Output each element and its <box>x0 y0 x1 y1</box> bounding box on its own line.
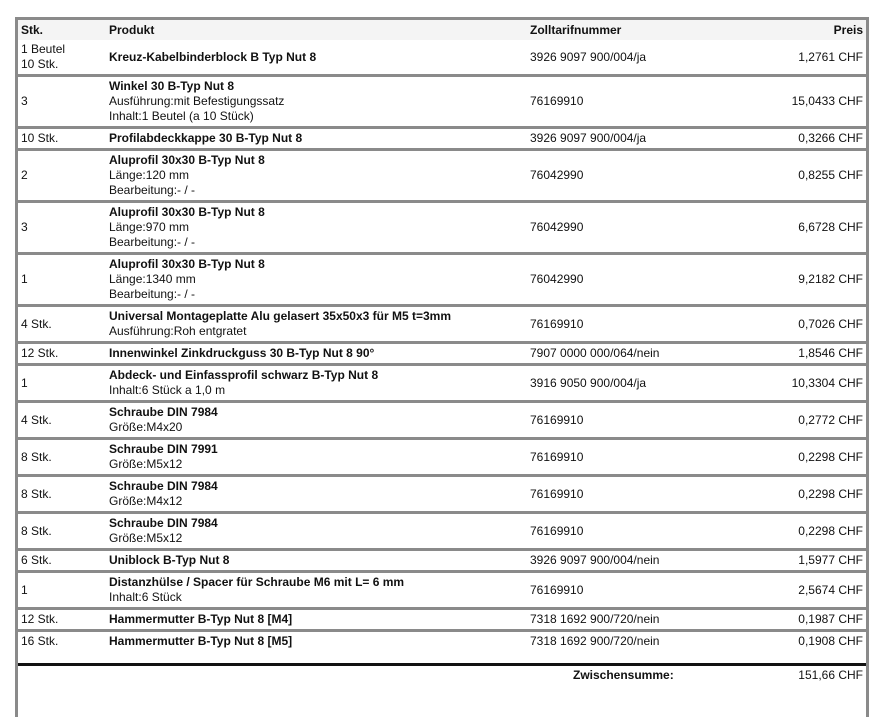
qty-text: 1 <box>21 272 28 286</box>
qty-text: 12 Stk. <box>21 612 59 626</box>
cell-price: 0,2298 CHF <box>798 486 863 501</box>
cell-product <box>106 609 527 631</box>
product-name: Distanzhülse / Spacer für Schraube M6 mit L= 6 mm <box>109 575 405 589</box>
product-name: Schraube DIN 7984 <box>109 479 218 493</box>
product-name: Schraube DIN 7984 <box>109 405 218 419</box>
product-name: Aluprofil 30x30 B-Typ Nut 8 <box>109 153 265 167</box>
cell-tariff: 76169910 <box>530 449 584 464</box>
table-row <box>18 550 866 572</box>
cell-tariff: 76169910 <box>530 486 584 501</box>
table-header-row <box>18 20 866 40</box>
cell-price: 0,2298 CHF <box>798 449 863 464</box>
cell-tariff: 76169910 <box>530 523 584 538</box>
table-row <box>18 631 866 652</box>
qty-text: 10 Stk. <box>21 131 59 145</box>
product-detail: Größe:M5x12 <box>109 457 183 471</box>
product-detail: Bearbeitung:- / - <box>109 183 196 197</box>
cell-qty <box>18 513 106 550</box>
qty-text: 1 <box>21 375 28 390</box>
product-detail: Länge:120 mm <box>109 168 190 182</box>
cell-tariff: 7907 0000 000/064/nein <box>530 346 660 360</box>
product-name: Profilabdeckkappe 30 B-Typ Nut 8 <box>109 131 303 145</box>
cell-price: 15,0433 CHF <box>791 94 863 108</box>
subtotal-label: Zwischensumme: <box>573 668 674 682</box>
subtotal-value: 151,66 CHF <box>798 668 863 682</box>
cell-qty <box>18 476 106 513</box>
cell-price: 1,5977 CHF <box>798 553 863 567</box>
qty-text: 2 <box>21 168 28 182</box>
table-row <box>18 513 866 550</box>
qty-text: 4 Stk. <box>21 316 52 331</box>
cell-product <box>106 306 527 343</box>
cell-product <box>106 343 527 365</box>
table-row <box>18 365 866 402</box>
qty-text: 4 Stk. <box>21 412 52 427</box>
cell-price: 9,2182 CHF <box>798 272 863 286</box>
header-qty: Stk. <box>18 20 106 40</box>
cell-price: 0,7026 CHF <box>798 316 863 331</box>
product-detail: Inhalt:6 Stück a 1,0 m <box>109 383 226 397</box>
cell-tariff: 76169910 <box>530 412 584 427</box>
header-price: Preis <box>727 20 866 40</box>
product-name: Aluprofil 30x30 B-Typ Nut 8 <box>109 205 265 219</box>
table-row <box>18 476 866 513</box>
product-detail: Länge:1340 mm <box>109 272 196 286</box>
cell-qty <box>18 76 106 128</box>
table-row <box>18 572 866 609</box>
cell-tariff: 3916 9050 900/004/ja <box>530 375 647 390</box>
cell-product <box>106 476 527 513</box>
header-product: Produkt <box>106 20 527 40</box>
qty-text: 8 Stk. <box>21 449 52 464</box>
product-detail: Ausführung:Roh entgratet <box>109 324 247 338</box>
cell-product <box>106 254 527 306</box>
cell-product <box>106 40 527 76</box>
cell-qty <box>18 631 106 652</box>
cell-qty <box>18 202 106 254</box>
table-row <box>18 76 866 128</box>
cell-tariff: 3926 9097 900/004/nein <box>530 553 660 567</box>
product-detail: Größe:M4x12 <box>109 494 183 508</box>
cell-product <box>106 439 527 476</box>
cell-price: 10,3304 CHF <box>791 375 863 390</box>
cell-price: 0,2772 CHF <box>798 412 863 427</box>
subtotal-row <box>18 666 866 688</box>
cell-tariff: 76042990 <box>530 220 584 234</box>
cell-product <box>106 550 527 572</box>
table-row <box>18 40 866 76</box>
product-name: Winkel 30 B-Typ Nut 8 <box>109 79 235 93</box>
cell-product <box>106 513 527 550</box>
cell-product <box>106 202 527 254</box>
cell-qty <box>18 402 106 439</box>
qty-text: 3 <box>21 94 28 108</box>
table-row <box>18 254 866 306</box>
cell-product <box>106 150 527 202</box>
qty-text: 16 Stk. <box>21 634 59 648</box>
table-row <box>18 202 866 254</box>
cell-tariff: 76169910 <box>530 94 584 108</box>
cell-price: 0,1987 CHF <box>798 612 863 626</box>
product-detail: Inhalt:1 Beutel (a 10 Stück) <box>109 109 254 123</box>
invoice-sheet <box>15 17 869 717</box>
cell-price: 6,6728 CHF <box>798 220 863 234</box>
cell-qty <box>18 572 106 609</box>
cell-qty <box>18 439 106 476</box>
table-row <box>18 609 866 631</box>
header-tariff: Zolltarifnummer <box>527 20 727 40</box>
cell-price: 0,3266 CHF <box>798 131 863 145</box>
cell-qty <box>18 254 106 306</box>
table-row <box>18 306 866 343</box>
cell-qty <box>18 128 106 150</box>
cell-qty <box>18 150 106 202</box>
cell-price: 1,2761 CHF <box>798 49 863 64</box>
cell-price: 0,1908 CHF <box>798 634 863 648</box>
cell-product <box>106 76 527 128</box>
product-name: Universal Montageplatte Alu gelasert 35x50x3 für M5 t=3mm <box>109 309 452 323</box>
table-row <box>18 150 866 202</box>
product-name: Kreuz-Kabelbinderblock B Typ Nut 8 <box>109 49 317 64</box>
cell-qty <box>18 40 106 76</box>
product-detail: Inhalt:6 Stück <box>109 590 182 604</box>
product-detail: Größe:M5x12 <box>109 531 183 545</box>
cell-qty <box>18 609 106 631</box>
table-row <box>18 343 866 365</box>
product-detail: Länge:970 mm <box>109 220 190 234</box>
cell-price: 2,5674 CHF <box>798 582 863 597</box>
qty-text: 8 Stk. <box>21 486 52 501</box>
cell-price: 1,8546 CHF <box>798 346 863 360</box>
qty-text: 10 Stk. <box>21 57 59 71</box>
table-row <box>18 402 866 439</box>
cell-qty <box>18 343 106 365</box>
product-name: Hammermutter B-Typ Nut 8 [M4] <box>109 612 293 626</box>
cell-product <box>106 631 527 652</box>
cell-tariff: 76042990 <box>530 168 584 182</box>
product-detail: Bearbeitung:- / - <box>109 235 196 249</box>
qty-text: 3 <box>21 220 28 234</box>
cell-tariff: 3926 9097 900/004/ja <box>530 49 647 64</box>
qty-text: 1 Beutel <box>21 42 66 56</box>
qty-text: 8 Stk. <box>21 523 52 538</box>
qty-text: 12 Stk. <box>21 346 59 360</box>
cell-product <box>106 572 527 609</box>
cell-qty <box>18 306 106 343</box>
table-body <box>18 40 866 651</box>
cell-qty <box>18 550 106 572</box>
product-name: Aluprofil 30x30 B-Typ Nut 8 <box>109 257 265 271</box>
product-name: Schraube DIN 7991 <box>109 442 218 456</box>
qty-text: 6 Stk. <box>21 553 52 567</box>
cell-tariff: 76169910 <box>530 316 584 331</box>
cell-tariff: 7318 1692 900/720/nein <box>530 612 660 626</box>
product-name: Uniblock B-Typ Nut 8 <box>109 553 230 567</box>
product-name: Hammermutter B-Typ Nut 8 [M5] <box>109 634 293 648</box>
cell-tariff: 7318 1692 900/720/nein <box>530 634 660 648</box>
product-name: Abdeck- und Einfassprofil schwarz B-Typ Nut 8 <box>109 368 379 382</box>
product-name: Innenwinkel Zinkdruckguss 30 B-Typ Nut 8 90° <box>109 346 375 360</box>
table-row <box>18 439 866 476</box>
cell-price: 0,8255 CHF <box>798 168 863 182</box>
cell-tariff: 3926 9097 900/004/ja <box>530 131 647 145</box>
cell-product <box>106 365 527 402</box>
product-name: Schraube DIN 7984 <box>109 516 218 530</box>
cell-qty <box>18 365 106 402</box>
product-detail: Bearbeitung:- / - <box>109 287 196 301</box>
line-items-table <box>18 20 866 651</box>
product-detail: Ausführung:mit Befestigungssatz <box>109 94 285 108</box>
product-detail: Größe:M4x20 <box>109 420 183 434</box>
table-row <box>18 128 866 150</box>
cell-product <box>106 402 527 439</box>
cell-tariff: 76169910 <box>530 582 584 597</box>
cell-price: 0,2298 CHF <box>798 523 863 538</box>
cell-product <box>106 128 527 150</box>
cell-tariff: 76042990 <box>530 272 584 286</box>
qty-text: 1 <box>21 582 28 597</box>
